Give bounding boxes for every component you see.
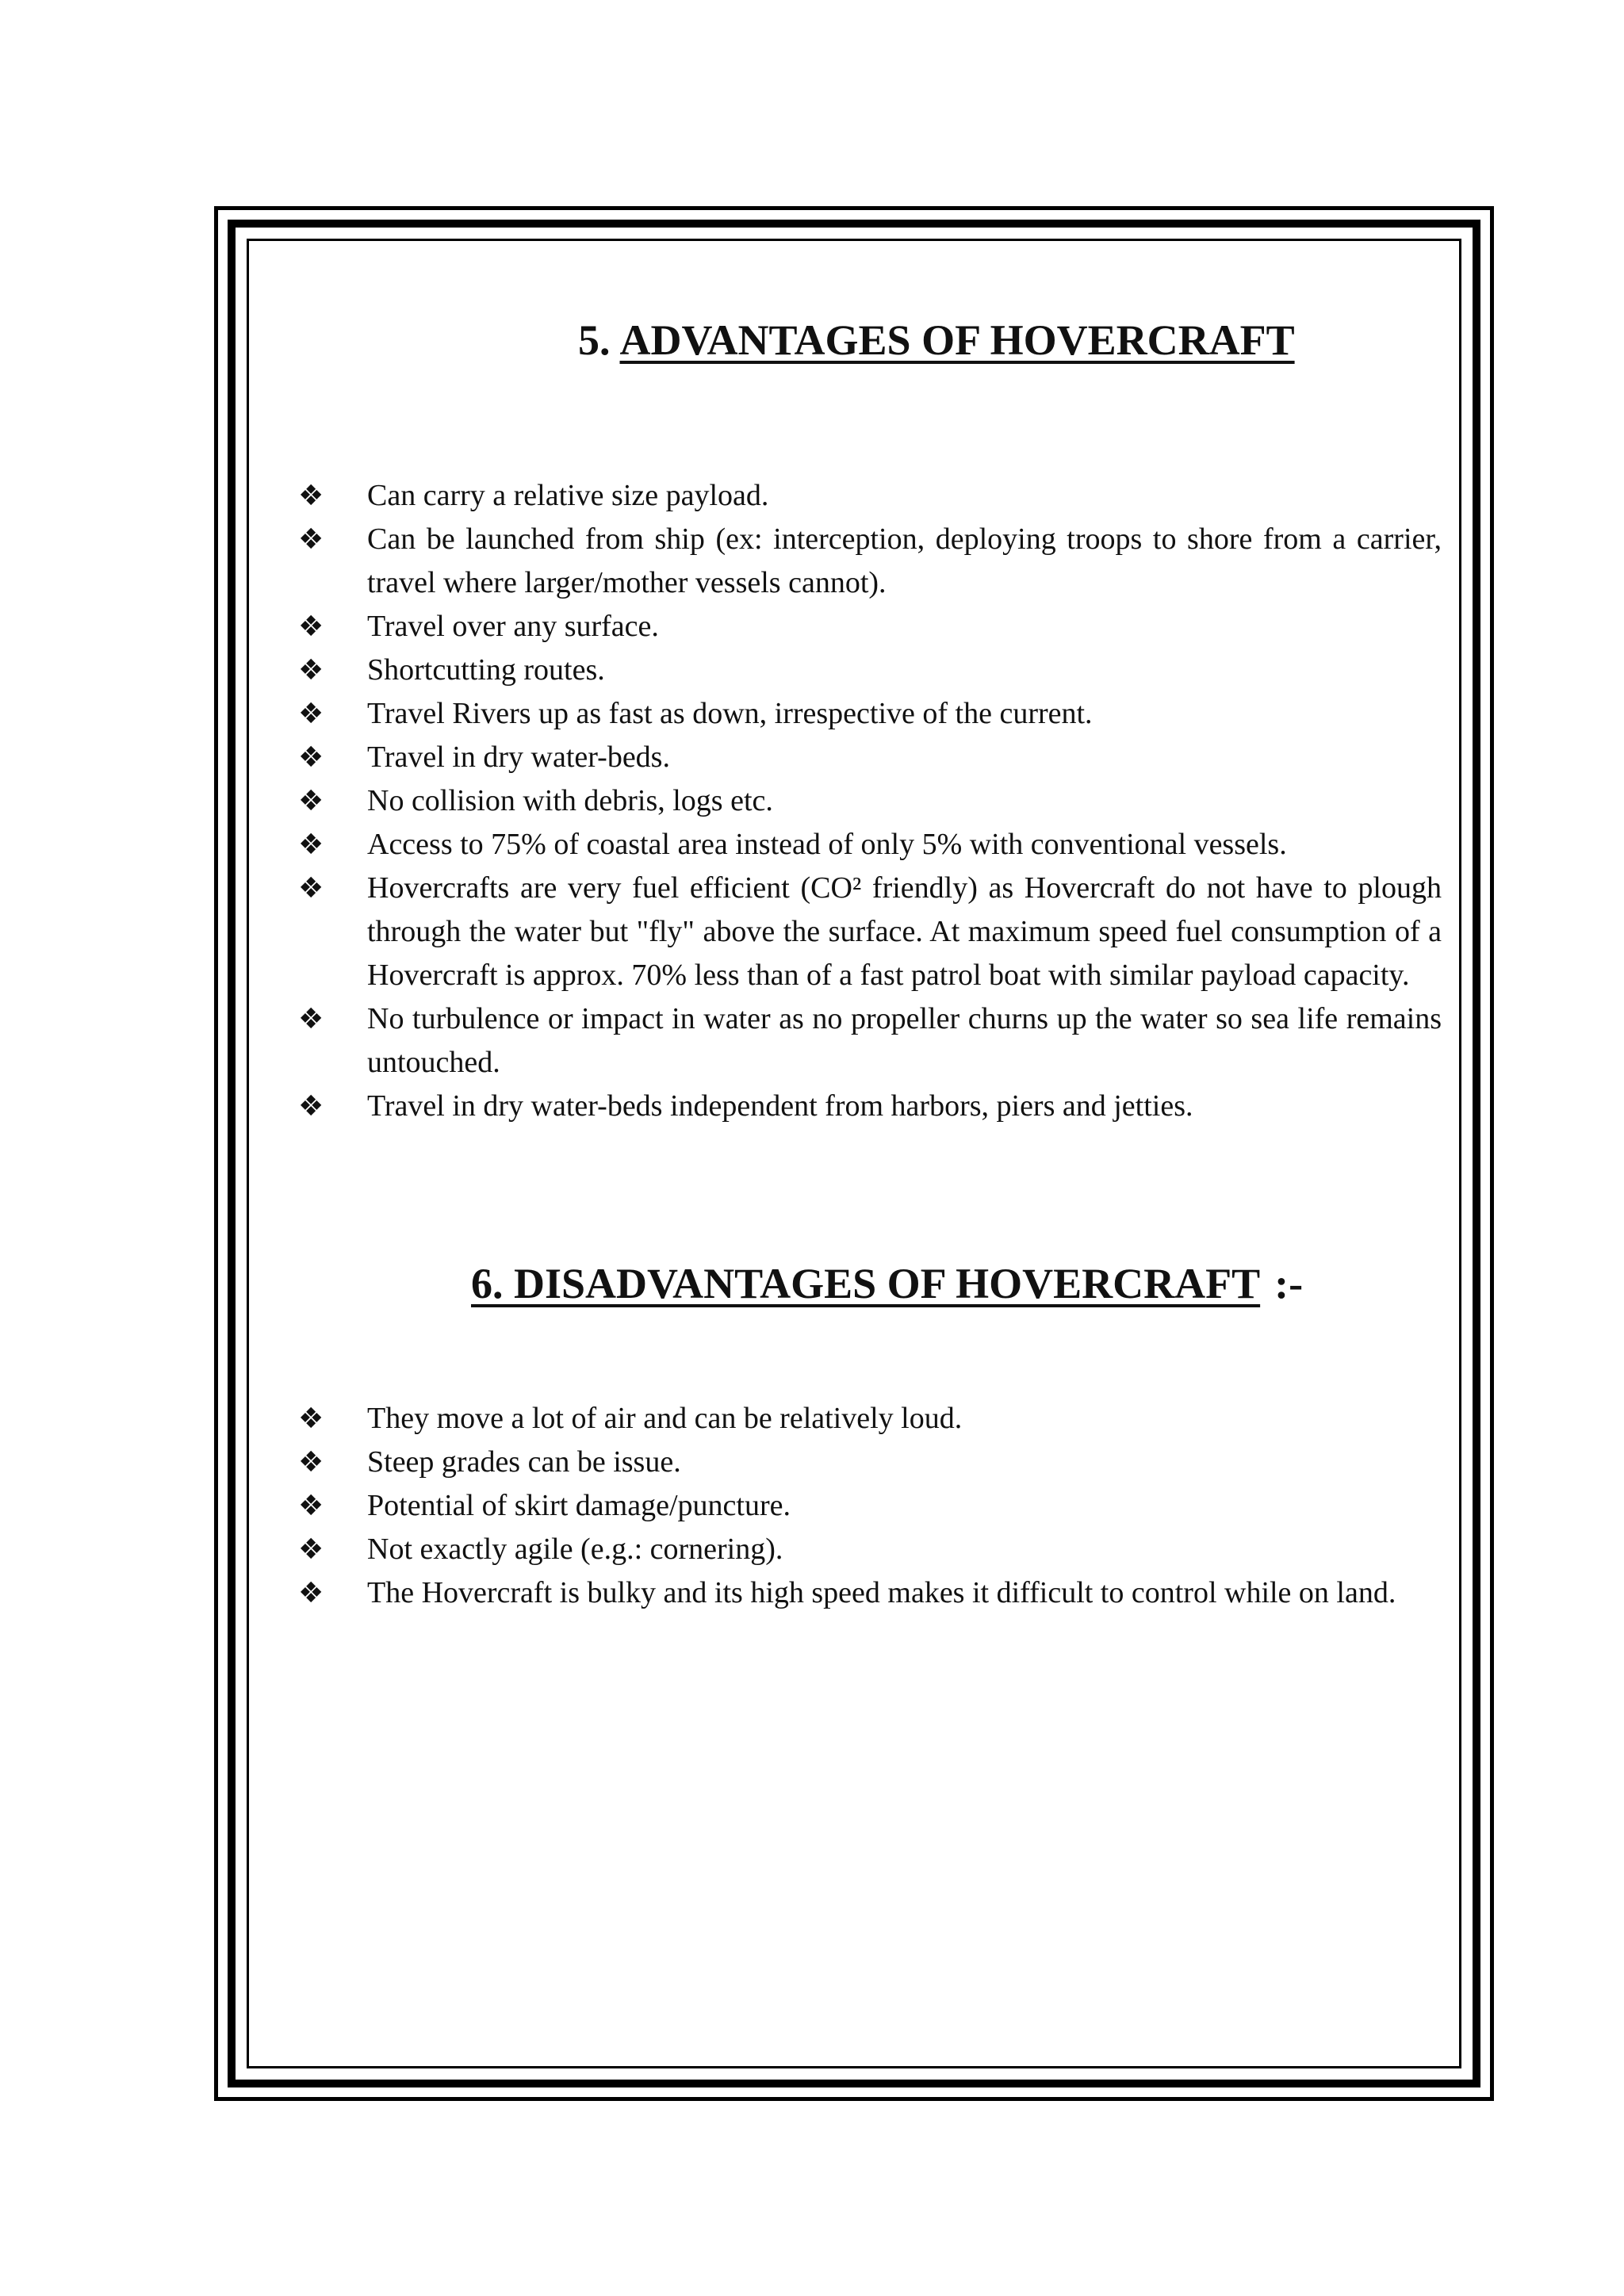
disadvantages-heading-suffix: :- bbox=[1274, 1260, 1304, 1307]
list-item bbox=[262, 1397, 1451, 1441]
four-diamond-bullet-icon: ❖ bbox=[298, 741, 324, 774]
list-item-text: Can carry a relative size payload. bbox=[367, 479, 769, 512]
list-item-text: Potential of skirt damage/puncture. bbox=[367, 1489, 791, 1522]
list-item bbox=[262, 649, 1451, 692]
list-item-text: Not exactly agile (e.g.: cornering). bbox=[367, 1533, 783, 1566]
disadvantages-list bbox=[262, 1397, 1451, 1615]
advantages-heading-title: ADVANTAGES OF HOVERCRAFT bbox=[619, 316, 1295, 364]
list-item-text: Hovercrafts are very fuel efficient (CO² friendly) as Hovercraft do not have to plough through the water but "fly" above the surface. At maximum speed fuel consumption of a Hovercraft is approx. 70% less than of a fast patrol boat with similar payload capacity. bbox=[367, 871, 1442, 992]
list-item bbox=[262, 736, 1451, 779]
disadvantages-heading-title: 6. DISADVANTAGES OF HOVERCRAFT bbox=[471, 1260, 1261, 1307]
four-diamond-bullet-icon: ❖ bbox=[298, 828, 324, 861]
list-item bbox=[262, 605, 1451, 649]
four-diamond-bullet-icon: ❖ bbox=[298, 610, 324, 643]
list-item bbox=[262, 1441, 1451, 1484]
list-item-text: No collision with debris, logs etc. bbox=[367, 784, 773, 817]
disadvantages-heading bbox=[471, 1259, 1303, 1308]
four-diamond-bullet-icon: ❖ bbox=[298, 1402, 324, 1435]
four-diamond-bullet-icon: ❖ bbox=[298, 654, 324, 687]
list-item-text: Steep grades can be issue. bbox=[367, 1445, 681, 1479]
list-item bbox=[262, 1085, 1451, 1128]
four-diamond-bullet-icon: ❖ bbox=[298, 785, 324, 817]
list-item-text: Shortcutting routes. bbox=[367, 653, 605, 687]
list-item bbox=[262, 518, 1451, 605]
list-item bbox=[262, 867, 1451, 997]
advantages-list bbox=[262, 474, 1451, 1128]
four-diamond-bullet-icon: ❖ bbox=[298, 1577, 324, 1609]
list-item bbox=[262, 1484, 1451, 1528]
four-diamond-bullet-icon: ❖ bbox=[298, 1003, 324, 1035]
list-item-text: No turbulence or impact in water as no propeller churns up the water so sea life remains untouched. bbox=[367, 1002, 1442, 1079]
four-diamond-bullet-icon: ❖ bbox=[298, 523, 324, 556]
list-item-text: Travel over any surface. bbox=[367, 610, 659, 643]
four-diamond-bullet-icon: ❖ bbox=[298, 1490, 324, 1522]
list-item bbox=[262, 779, 1451, 823]
list-item-text: They move a lot of air and can be relatively loud. bbox=[367, 1402, 963, 1435]
list-item bbox=[262, 1571, 1451, 1615]
list-item-text: Travel in dry water-beds. bbox=[367, 740, 670, 774]
list-item bbox=[262, 474, 1451, 518]
advantages-heading-number: 5. bbox=[578, 316, 611, 364]
list-item bbox=[262, 823, 1451, 867]
four-diamond-bullet-icon: ❖ bbox=[298, 1533, 324, 1566]
four-diamond-bullet-icon: ❖ bbox=[298, 698, 324, 730]
list-item-text: Can be launched from ship (ex: interception, deploying troops to shore from a carrier, travel where larger/mother vessels cannot). bbox=[367, 522, 1442, 599]
list-item bbox=[262, 1528, 1451, 1571]
list-item bbox=[262, 997, 1451, 1085]
four-diamond-bullet-icon: ❖ bbox=[298, 480, 324, 512]
advantages-heading bbox=[578, 316, 1295, 365]
list-item-text: Travel Rivers up as fast as down, irrespective of the current. bbox=[367, 697, 1093, 730]
four-diamond-bullet-icon: ❖ bbox=[298, 1090, 324, 1123]
list-item-text: Access to 75% of coastal area instead of only 5% with conventional vessels. bbox=[367, 828, 1287, 861]
four-diamond-bullet-icon: ❖ bbox=[298, 872, 324, 905]
list-item bbox=[262, 692, 1451, 736]
four-diamond-bullet-icon: ❖ bbox=[298, 1446, 324, 1479]
list-item-text: The Hovercraft is bulky and its high speed makes it difficult to control while on land. bbox=[367, 1576, 1396, 1609]
list-item-text: Travel in dry water-beds independent from harbors, piers and jetties. bbox=[367, 1089, 1193, 1123]
